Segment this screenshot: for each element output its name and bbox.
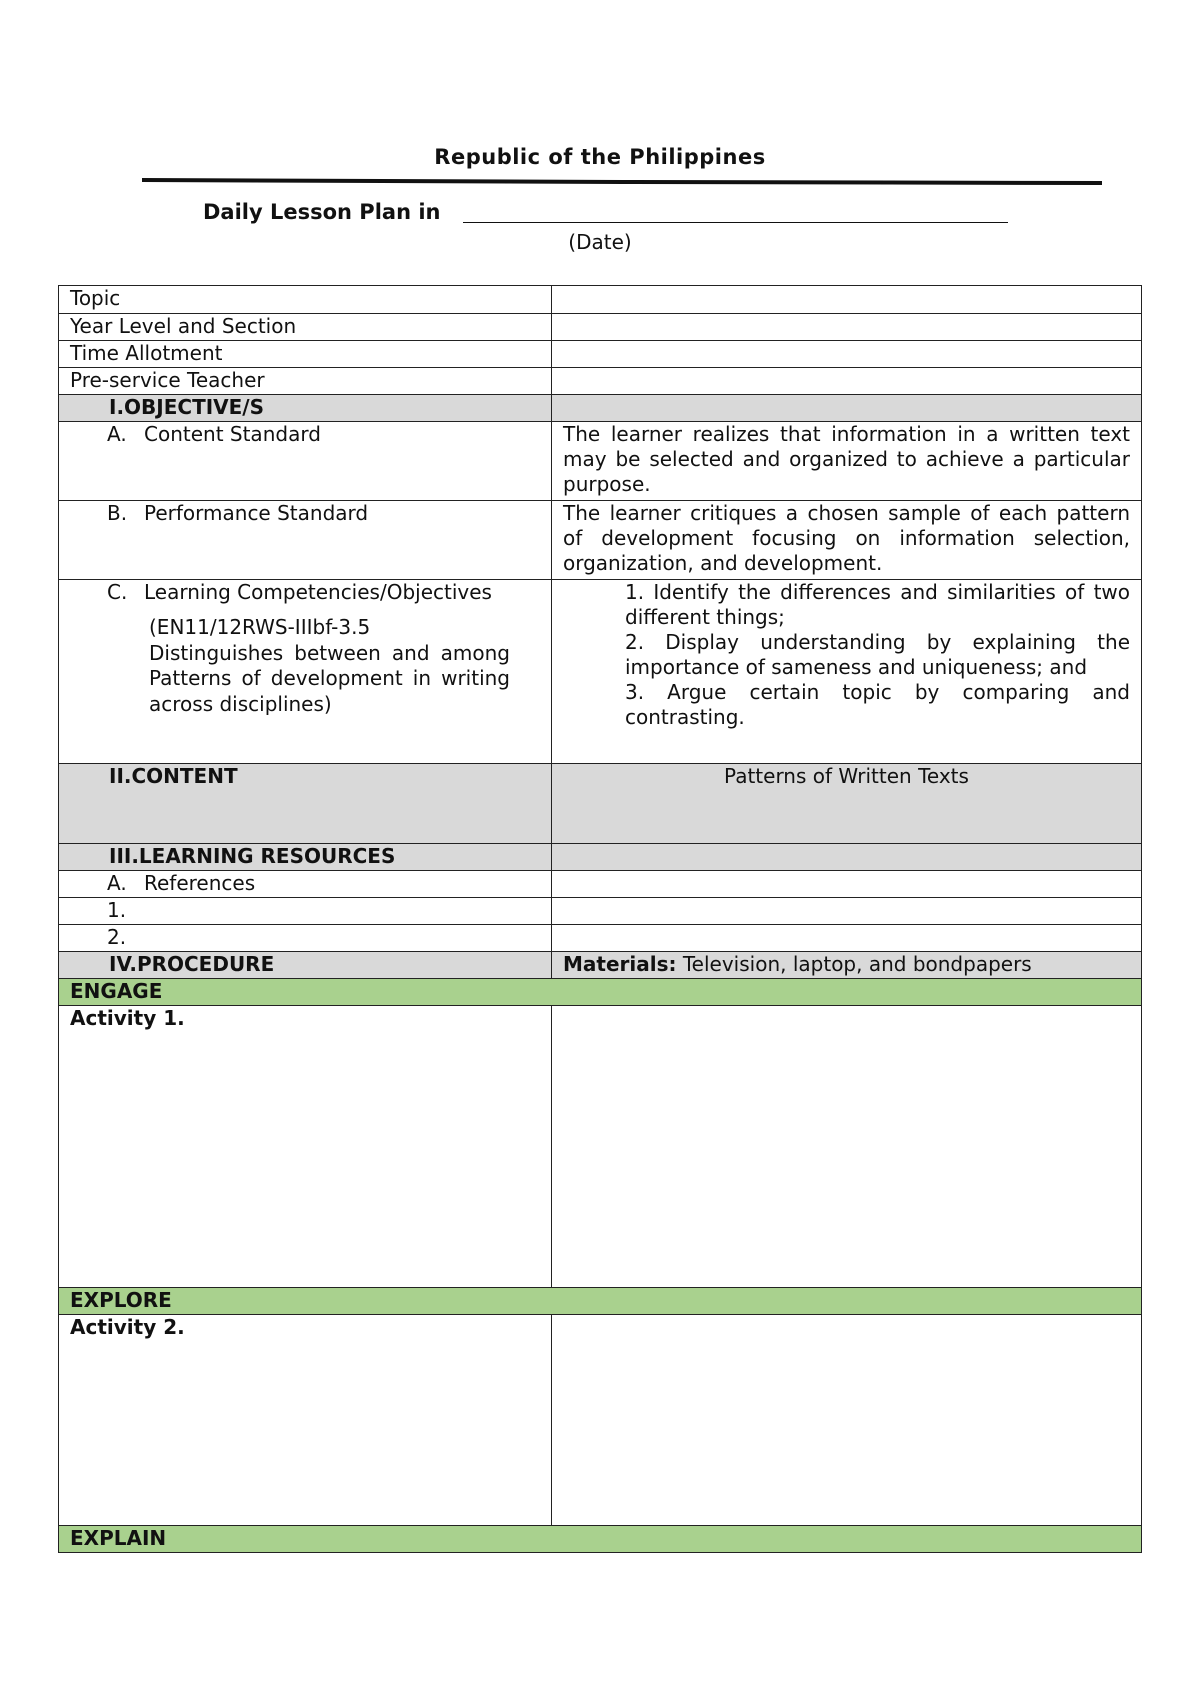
info-value[interactable] bbox=[552, 341, 1142, 368]
resources-heading-value bbox=[552, 844, 1142, 871]
info-value[interactable] bbox=[552, 368, 1142, 395]
subject-blank-line[interactable] bbox=[463, 222, 1008, 223]
references-label-cell bbox=[59, 871, 552, 898]
content-standard-text: The learner realizes that information in a written text may be selected and organized to achieve a particular purpose. bbox=[552, 422, 1142, 501]
resources-header-row bbox=[59, 844, 1142, 871]
materials-cell bbox=[552, 952, 1142, 979]
activity-2-content[interactable] bbox=[552, 1315, 1142, 1526]
info-row-time-allotment bbox=[59, 341, 1142, 368]
performance-standard-row bbox=[59, 501, 1142, 580]
content-standard-row bbox=[59, 422, 1142, 501]
activity-1-label: Activity 1. bbox=[59, 1006, 552, 1288]
reference-item-number: 1. bbox=[59, 898, 552, 925]
explore-heading: EXPLORE bbox=[59, 1288, 1142, 1315]
dlp-label: Daily Lesson Plan in bbox=[203, 200, 441, 224]
content-standard-label-cell bbox=[59, 422, 552, 501]
references-label: References bbox=[144, 871, 256, 895]
list-letter: C. bbox=[107, 580, 128, 604]
competency-code: (EN11/12RWS-IIIbf-3.5 Distinguishes between and among Patterns of development in writing across disciplines) bbox=[149, 615, 510, 715]
objectives-heading: I.OBJECTIVE/S bbox=[59, 395, 552, 422]
content-row bbox=[59, 764, 1142, 844]
performance-standard-text: The learner critiques a chosen sample of each pattern of development focusing on information selection, organization, and development. bbox=[552, 501, 1142, 580]
date-label: (Date) bbox=[568, 230, 632, 254]
document-title: Republic of the Philippines bbox=[434, 145, 766, 169]
info-row-topic bbox=[59, 286, 1142, 314]
explore-phase-row bbox=[59, 1288, 1142, 1315]
info-label: Year Level and Section bbox=[59, 314, 552, 341]
activity-1-row bbox=[59, 1006, 1142, 1288]
list-letter: A. bbox=[107, 871, 127, 895]
objectives-list bbox=[552, 580, 1142, 764]
explain-phase-row bbox=[59, 1526, 1142, 1553]
info-value[interactable] bbox=[552, 314, 1142, 341]
content-heading: II.CONTENT bbox=[59, 764, 552, 844]
reference-item-row-2 bbox=[59, 925, 1142, 952]
procedure-header-row bbox=[59, 952, 1142, 979]
info-label: Pre-service Teacher bbox=[59, 368, 552, 395]
info-row-year-level bbox=[59, 314, 1142, 341]
activity-2-label: Activity 2. bbox=[59, 1315, 552, 1526]
resources-heading: III.LEARNING RESOURCES bbox=[59, 844, 552, 871]
objective-item: 2. Display understanding by explaining the importance of sameness and uniqueness; and bbox=[625, 630, 1130, 679]
engage-heading: ENGAGE bbox=[59, 979, 1142, 1006]
activity-1-content[interactable] bbox=[552, 1006, 1142, 1288]
objective-item: 1. Identify the differences and similarities of two different things; bbox=[625, 580, 1130, 629]
list-letter: A. bbox=[107, 422, 127, 446]
activity-2-row bbox=[59, 1315, 1142, 1526]
performance-standard-label-cell bbox=[59, 501, 552, 580]
materials-label: Materials: bbox=[563, 952, 677, 976]
content-value: Patterns of Written Texts bbox=[552, 764, 1142, 844]
objectives-heading-value bbox=[552, 395, 1142, 422]
procedure-heading: IV.PROCEDURE bbox=[59, 952, 552, 979]
performance-standard-label: Performance Standard bbox=[144, 501, 369, 525]
title-underline bbox=[142, 175, 1102, 187]
reference-item-number: 2. bbox=[59, 925, 552, 952]
references-row bbox=[59, 871, 1142, 898]
explain-heading: EXPLAIN bbox=[59, 1526, 1142, 1553]
competencies-row bbox=[59, 580, 1142, 764]
reference-item-value[interactable] bbox=[552, 925, 1142, 952]
reference-item-value[interactable] bbox=[552, 898, 1142, 925]
references-value[interactable] bbox=[552, 871, 1142, 898]
info-label: Topic bbox=[59, 286, 552, 314]
info-row-teacher bbox=[59, 368, 1142, 395]
lesson-plan-table bbox=[58, 285, 1142, 1553]
content-standard-label: Content Standard bbox=[144, 422, 321, 446]
reference-item-row-1 bbox=[59, 898, 1142, 925]
objective-item: 3. Argue certain topic by comparing and contrasting. bbox=[625, 680, 1130, 729]
materials-value: Television, laptop, and bondpapers bbox=[682, 952, 1032, 976]
info-value[interactable] bbox=[552, 286, 1142, 314]
objectives-header-row bbox=[59, 395, 1142, 422]
engage-phase-row bbox=[59, 979, 1142, 1006]
competencies-label: Learning Competencies/Objectives bbox=[144, 580, 492, 604]
info-label: Time Allotment bbox=[59, 341, 552, 368]
list-letter: B. bbox=[107, 501, 128, 525]
competencies-label-cell bbox=[59, 580, 552, 764]
